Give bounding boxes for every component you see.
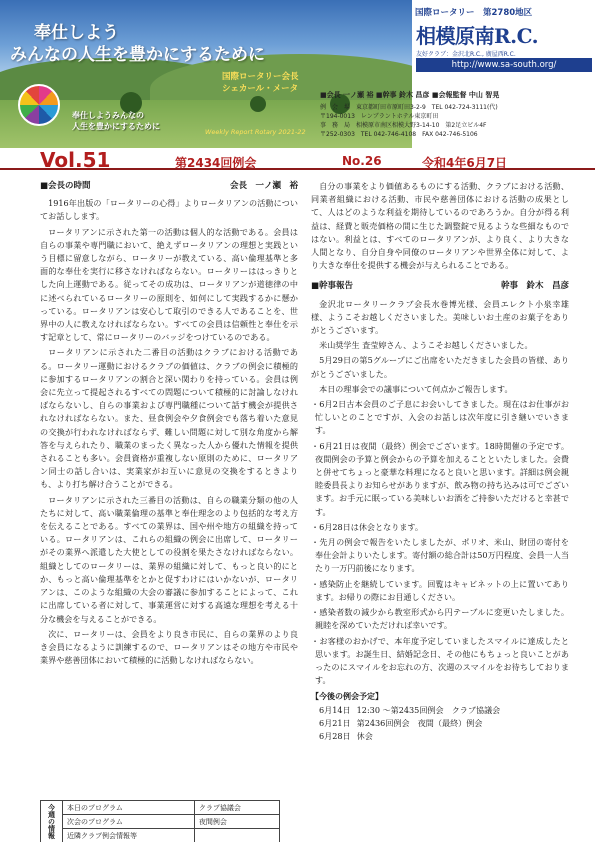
secretary-name: 幹事 鈴木 昌彦 bbox=[500, 281, 569, 292]
president-column bbox=[40, 180, 298, 669]
schedule-date: 6月21日 bbox=[319, 717, 351, 728]
ri-president-name: シェカール・メータ bbox=[222, 84, 299, 94]
volume-number: Vol.51 bbox=[40, 148, 111, 172]
president-paragraph: ロータリアンに示された三番目の活動は、自らの職業分類の他の人たちに対して、高い職業倫理の基準と奉仕理念のより包括的な考え方を伝えることである。すべての業界は、国や州や地方の組織を持っている。ロータリアンは、これらの組織の例会に出席して、ロータリーがその業界へ派遣した大使としての役割を果たさなければならない。組織としてのロータリーは、業界の組織に対して、もっと良い的にとか、もっと高い倫理基準をとかと促すわけにはいかないが、ロータリアンは、このような組織の大会の審議に参加することによって、これに出席している者に対して、事業運営に対する高遠な理想を考える十分な機会を与えることができる。 bbox=[40, 494, 298, 624]
theme-logo-icon bbox=[18, 84, 60, 126]
president-heading: ■会長の時間 bbox=[40, 181, 91, 191]
meeting-number: 第2434回例会 bbox=[175, 156, 257, 170]
club-name: 相模原南R.C. bbox=[416, 24, 539, 48]
office-address: 事 務 局 相模原市南区相模大野3-14-10 第2足立ビル4F bbox=[320, 122, 487, 129]
schedule-row bbox=[311, 730, 569, 743]
friend-clubs: 友好クラブ：金沢北R.C., 廣屋西R.C. bbox=[416, 51, 516, 58]
president-paragraph: 1916年出版の「ロータリーの心得」よりロータリアンの活動についてお話しします。 bbox=[40, 198, 298, 222]
president-name: 会長 一ノ瀬 裕 bbox=[229, 181, 298, 191]
secretary-heading-row bbox=[311, 280, 569, 293]
secretary-bullet: ・感染防止を継続しています。回覧はキャビネットの上に置いてあります。お帰りの際にお目通しください。 bbox=[311, 578, 569, 602]
schedule-detail: 第2436回例会 夜間（最終）例会 bbox=[356, 717, 483, 728]
president-continued: 自分の事業をより価値あるものにする活動、クラブにおける活動、同業者組織における活動、市民や慈善団体における活動の成果として、人はどのような利益を期待しているのであろうか。自分が得る利益は、経費と販売価格の間に生じた調整錠で見るような些細なものではない。利益とは、すべてのロータリアンが、より良く、より大きな人間となり、自分自身や同僚のロータリアンや世界全体に対して、より大きな奉仕を提供する機会が与えられることである。 bbox=[311, 181, 569, 271]
table-value: クラブ協議会 bbox=[194, 801, 279, 815]
president-paragraph: 次に、ロータリーは、会員をより良き市民に、自らの業界のより良き会員になるように訓練するので、ロータリアンはその地方や市民や業界や慈善団体において積極的に活動しなければならない。 bbox=[40, 628, 298, 666]
issue-number: No.26 bbox=[342, 154, 382, 168]
secretary-intro: 米山奨学生 査莹婷さん、ようこそお越しくださいました。 bbox=[319, 340, 533, 351]
secretary-bullet: ・6月21日は夜間（最終）例会でございます。18時開催の予定です。夜間例会の予算と例会からの予算を加えることといたしました。会費と併せてちょっと豪華な料理になると良いと思います。詳細は例会親睦委員長よりお知らせがありますが、飲み物の持ち込みは可でございます。お手元に眠っている美味しいお酒をご持参いただけると幸甚です。 bbox=[311, 440, 569, 517]
table-key: 次会のプログラム bbox=[63, 815, 195, 829]
president-heading-row bbox=[40, 180, 298, 193]
schedule-detail: 休会 bbox=[356, 730, 373, 741]
secretary-intro: 本日の理事会での議事について何点かご報告します。 bbox=[319, 383, 513, 394]
schedule-date: 6月14日 bbox=[319, 704, 351, 715]
schedule-row bbox=[311, 717, 569, 730]
schedule-title: 【今後の例会予定】 bbox=[311, 692, 383, 702]
secretary-bullet: ・先月の例会で報告をいたしましたが、ポリオ、米山、財団の寄付を奉仕会計よりいたします。寄付額の総合計は50万円程度、会員一人当たり一万円前後になります。 bbox=[311, 537, 569, 574]
secretary-intro: 5月29日の第5グループにご出席をいただきました会員の皆様、ありがとうございました。 bbox=[311, 355, 569, 379]
district-label: 国際ロータリー 第2780地区 bbox=[415, 8, 533, 18]
theme-logo-text bbox=[72, 110, 160, 132]
secretary-bullet: ・お客様のおかげで、本年度予定していましたスマイルに達成したと思います。お誕生日、結婚記念日、その他にもちょっと良いことがあったのにスマイルをお忘れの方、次週のスマイルをお待ちしております。 bbox=[311, 635, 569, 686]
meeting-venue-postal: 〒194-0013 レンブラントホテル東京町田 bbox=[320, 113, 439, 120]
table-row bbox=[41, 829, 280, 842]
ri-president-title: 国際ロータリー会長 bbox=[222, 72, 299, 82]
weekly-report-label: Weekly Report Rotary 2021-22 bbox=[205, 128, 306, 136]
slogan-line-1: 奉仕しよう bbox=[34, 23, 119, 43]
table-row bbox=[41, 815, 280, 829]
schedule-detail: 12:30 ～第2435回例会 クラブ協議会 bbox=[356, 704, 501, 715]
secretary-bullet: ・6月2日古本会員のご子息にお会いしてきました。現在はお仕事がお忙しいとのことですが、入会のお話しは次年度に引き継いでいきます。 bbox=[311, 399, 569, 436]
president-paragraph: ロータリアンに示された第一の活動は個人的な活動である。会員は自らの事業や専門職において、絶えずロータリアンの理想と実践という目標に留意しながら、ロータリーが教えている、高い倫理基準と多面的な奉仕を実行に移さなければならない。ロータリーははっきりとした向上運動である。従ってその成功は、ロータリアンが道徳律の中に述べられているロータリーの原則を、如何にして実践するかに懸かっている。ロータリアンは安心して取引のできる人であることを、世界中の人に教えなければならない。すべての会員は信頼性と奉仕を示す記章として、常にロータリーのバッジをつけているのである。 bbox=[40, 226, 298, 343]
president-paragraph: ロータリアンに示された二番目の活動はクラブにおける活動である。ロータリー運動におけるクラブの価値は、クラブの例会に積極的に参加するロータリアンの割合と深い関わりを持っている。会員は例会に先立って提起されるすべての問題について積極的に討論しなければならないし、自らの事業および専門職種について話す機会が提供されなければならない。また、昼食例会や夕食例会でも落ち着いた意見の交換が行われなければならず、難しい問題に対して別な角度から解答を与えられたり、職業のまったく異なった人から優れた情報を提供されることも多い。会員資格が重複しない原則のために、ロータリアン同士の話し合いは、実業家がお互いに意見の交換をするときよりも、より打ち解け合うことができる。 bbox=[40, 347, 298, 490]
right-column bbox=[311, 180, 569, 743]
officers-line: ■会長 一ノ瀬 裕 ■幹事 鈴木 昌彦 ■会報監督 中山 智晃 bbox=[320, 91, 500, 99]
table-value: 夜間例会 bbox=[194, 815, 279, 829]
table-key: 本日のプログラム bbox=[63, 801, 195, 815]
table-key: 近隣クラブ例会情報等 bbox=[63, 829, 195, 842]
secretary-bullet: ・6月28日は休会となります。 bbox=[311, 521, 423, 532]
club-url-link[interactable]: http://www.sa-south.org/ bbox=[416, 58, 592, 72]
weekly-info-label: 今週の情報 bbox=[41, 801, 63, 842]
theme-logo-line-1: 奉仕しようみんなの bbox=[72, 111, 144, 120]
theme-logo-line-2: 人生を豊かにするために bbox=[72, 122, 160, 131]
office-contact: 〒252-0303 TEL 042-746-4108 FAX 042-746-5106 bbox=[320, 131, 478, 138]
slogan-line-2: みんなの人生を豊かにするために bbox=[10, 45, 265, 65]
issue-date: 令和4年6月7日 bbox=[422, 156, 508, 170]
meeting-venue: 例 会 場 東京都町田市原町田3-2-9 TEL 042-724-3111(代) bbox=[320, 104, 498, 111]
table-row bbox=[41, 801, 280, 815]
secretary-heading: ■幹事報告 bbox=[311, 281, 354, 292]
schedule-date: 6月28日 bbox=[319, 730, 351, 741]
schedule-row bbox=[311, 704, 569, 717]
weekly-info-table bbox=[40, 800, 280, 842]
secretary-intro: 金沢北ロータリークラブ会長水巻博光様、会員エレクト小泉幸雄様、ようこそお越しくださいました。美味しいお土産のお菓子をありがとうございます。 bbox=[311, 298, 569, 336]
tree-shape bbox=[250, 96, 266, 112]
table-value bbox=[194, 829, 279, 842]
secretary-bullet: ・感染者数の減少から教室形式から円テーブルに変更いたしました。親睦を深めていただければ幸いです。 bbox=[311, 607, 569, 631]
